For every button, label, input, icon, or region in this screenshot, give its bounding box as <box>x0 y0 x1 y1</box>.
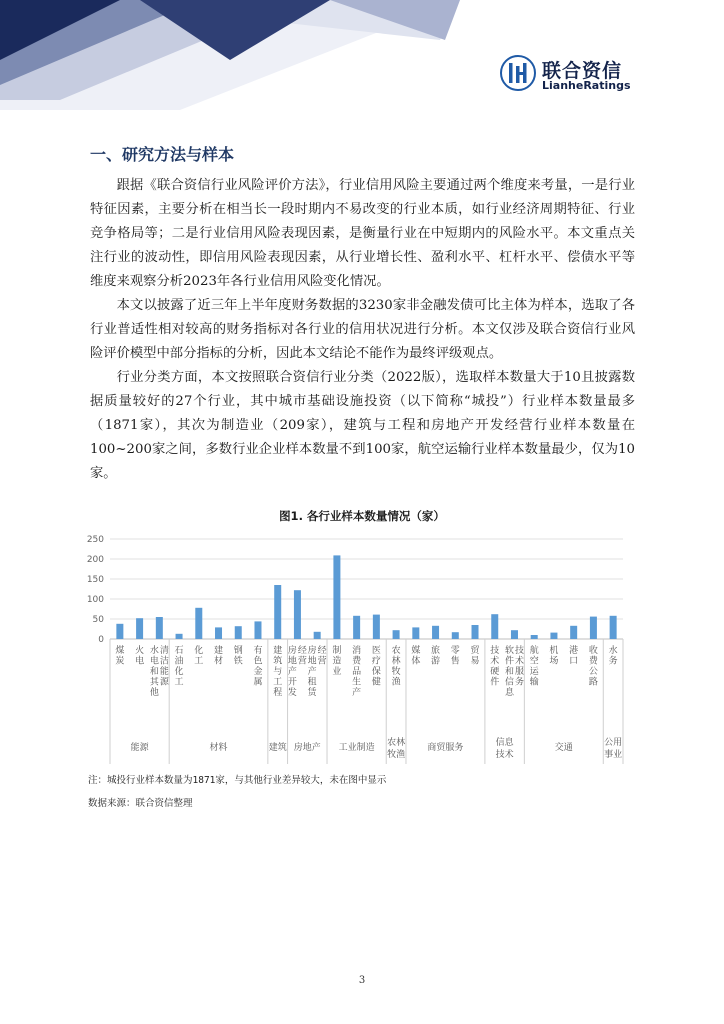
group-label: 公用事业 <box>604 738 623 760</box>
x-tick-label: 建材 <box>214 646 224 667</box>
x-tick-label: 技术硬件 <box>490 646 500 688</box>
y-tick-label: 0 <box>98 635 104 645</box>
x-tick-label: 经营 <box>317 646 327 667</box>
group-label: 工业制造 <box>338 743 375 753</box>
x-tick-label: 港口 <box>569 646 579 667</box>
bar-26 <box>610 616 617 639</box>
logo-english-name: LianheRatings <box>542 79 631 92</box>
group-label: 信息技术 <box>495 738 514 760</box>
bar-8 <box>254 621 261 639</box>
bar-25 <box>590 617 597 639</box>
company-logo <box>500 55 700 95</box>
group-label: 能源 <box>130 743 149 753</box>
header-decoration <box>0 0 460 110</box>
x-tick-label: 房地产租赁 <box>307 646 317 698</box>
x-tick-label: 农林牧渔 <box>391 646 401 688</box>
x-tick-label: 消费品生产 <box>352 646 362 698</box>
x-tick-label: 房地产开发 <box>287 646 297 698</box>
x-tick-label: 收费公路 <box>588 646 598 688</box>
x-tick-label: 建筑与工程 <box>273 646 283 698</box>
x-tick-label: 火电 <box>135 646 145 667</box>
x-tick-label: 医疗保健 <box>371 646 381 688</box>
industry-sample-bar-chart <box>80 528 640 768</box>
logo-mark-icon <box>500 55 536 91</box>
y-tick-label: 150 <box>86 575 104 585</box>
bar-4 <box>176 634 183 639</box>
bar-19 <box>472 625 479 639</box>
figure-note: 注：城投行业样本数量为1871家，与其他行业差异较大，未在图中显示 <box>88 775 387 786</box>
x-tick-label: 水务 <box>608 646 618 667</box>
bar-24 <box>570 626 577 639</box>
group-label: 房地产 <box>293 743 321 753</box>
bar-14 <box>373 615 380 639</box>
bar-2 <box>136 618 143 639</box>
bar-18 <box>452 632 459 639</box>
x-tick-label: 石油化工 <box>174 646 184 688</box>
x-tick-label: 水电和其他 <box>149 646 159 698</box>
y-tick-label: 50 <box>92 615 104 625</box>
y-tick-label: 100 <box>86 595 104 605</box>
x-tick-label: 煤炭 <box>115 646 125 667</box>
group-label: 商贸服务 <box>427 743 464 753</box>
bar-6 <box>215 627 222 639</box>
bar-12 <box>333 555 340 639</box>
x-tick-label: 媒体 <box>411 646 421 667</box>
bar-22 <box>531 635 538 639</box>
x-tick-label: 贸易 <box>470 646 480 667</box>
bar-16 <box>412 627 419 639</box>
bar-15 <box>393 630 400 639</box>
paragraph-sample: 本文以披露了近三年上半年度财务数据的3230家非金融发债可比主体为样本，选取了各行业普适性相对较高的财务指标对各行业的信用状况进行分析。本文仅涉及联合资信行业风险评价模型中部分指标的分析，因此本文结论不能作为最终评级观点。 <box>90 298 635 361</box>
group-label: 建筑 <box>268 743 287 753</box>
bar-3 <box>156 617 163 639</box>
x-tick-label: 化工 <box>194 646 204 667</box>
bar-17 <box>432 626 439 639</box>
x-tick-label: 钢铁 <box>233 646 243 667</box>
x-tick-label: 经营 <box>297 646 307 667</box>
bar-21 <box>511 630 518 639</box>
bar-10 <box>294 590 301 639</box>
x-tick-label: 航空运输 <box>529 646 539 688</box>
bar-9 <box>274 585 281 639</box>
x-tick-label: 零售 <box>450 646 460 667</box>
bar-13 <box>353 616 360 639</box>
group-label: 材料 <box>209 743 228 753</box>
logo-chinese-name: 联合资信 <box>542 60 623 82</box>
x-tick-label: 机场 <box>549 646 559 667</box>
section-title: 一、研究方法与样本 <box>90 145 235 164</box>
bar-23 <box>550 633 557 639</box>
group-label: 农林牧渔 <box>387 738 406 760</box>
y-tick-label: 250 <box>86 535 104 545</box>
x-tick-label: 有色金属 <box>253 646 263 688</box>
paragraph-classification: 行业分类方面，本文按照联合资信行业分类（2022版），选取样本数量大于10且披露数据质量较好的27个行业，其中城市基础设施投资（以下简称“城投”）行业样本数量最多（1871家），其次为制造业（209家），建筑与工程和房地产开发经营行业样本数量在100~200家之间，多数行业企业样本数量不到100家，航空运输行业样本数量最少，仅为10家。 <box>90 370 635 481</box>
page-number: 3 <box>358 975 366 986</box>
x-tick-label: 旅游 <box>431 646 441 667</box>
bar-5 <box>195 608 202 639</box>
bar-7 <box>235 626 242 639</box>
x-tick-label: 清洁能源 <box>159 646 169 688</box>
x-tick-label: 制造业 <box>332 646 342 677</box>
x-tick-label: 软件和信息 <box>504 646 514 698</box>
group-label: 交通 <box>554 743 573 753</box>
bar-11 <box>314 632 321 639</box>
y-tick-label: 200 <box>86 555 104 565</box>
figure-title: 图1. 各行业样本数量情况（家） <box>279 509 445 523</box>
bar-1 <box>116 624 123 639</box>
x-tick-label: 技术服务 <box>514 646 524 688</box>
bar-20 <box>491 614 498 639</box>
figure-source: 数据来源：联合资信整理 <box>88 798 193 809</box>
paragraph-method: 跟据《联合资信行业风险评价方法》，行业信用风险主要通过两个维度来考量，一是行业特征因素，主要分析在相当长一段时期内不易改变的行业本质，如行业经济周期特征、行业竞争格局等；二是行业信用风险表现因素，是衡量行业在中短期内的风险水平。本文重点关注行业的波动性，即信用风险表现因素，从行业增长性、盈利水平、杠杆水平、偿债水平等维度来观察分析2023年各行业信用风险变化情况。 <box>90 178 635 289</box>
